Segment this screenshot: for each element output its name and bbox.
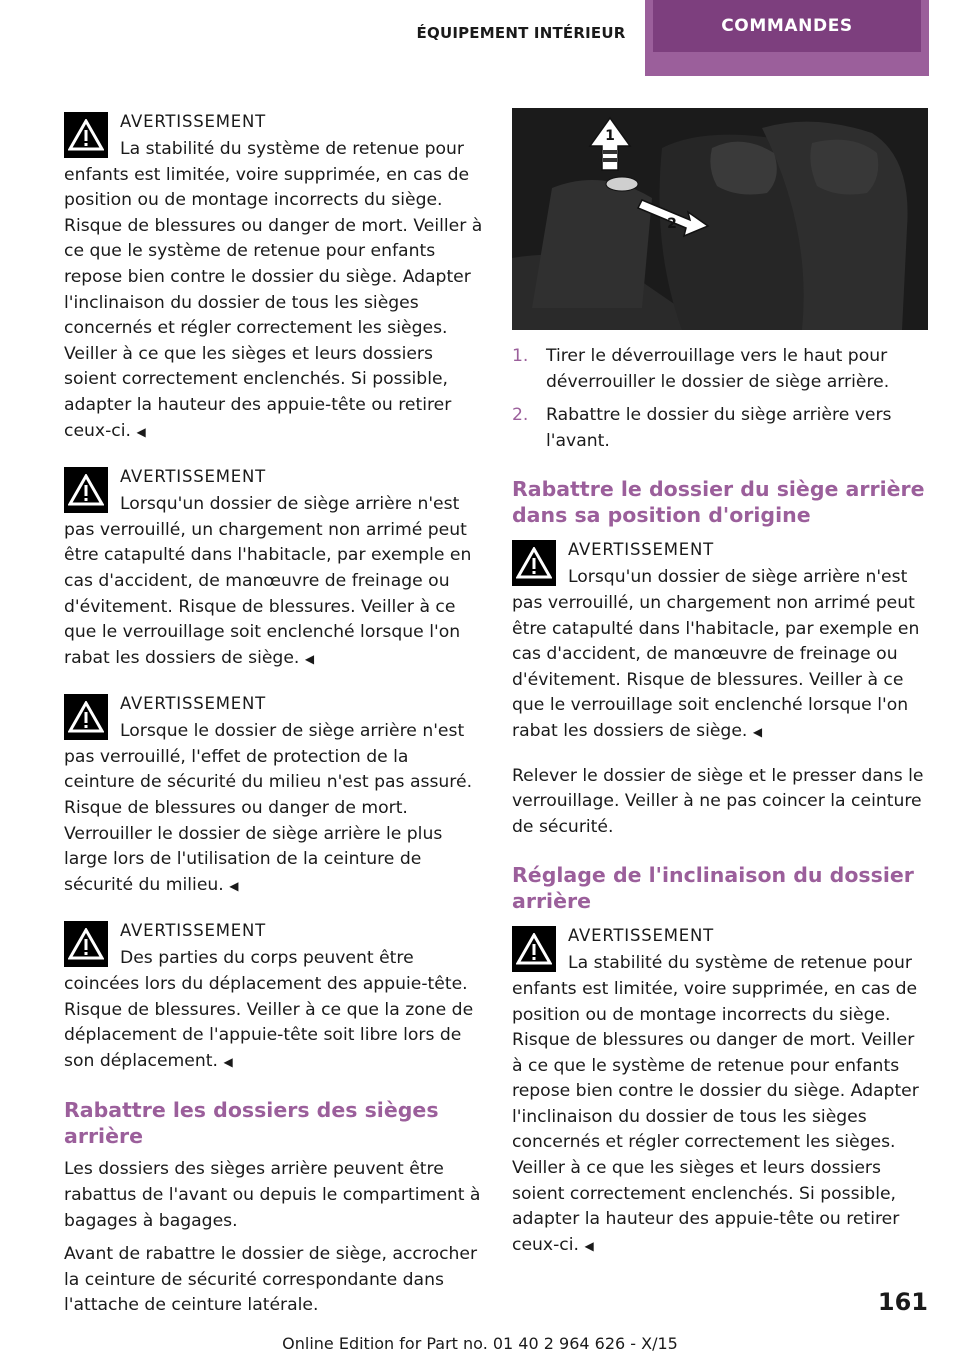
warning-block [512, 536, 928, 745]
warning-block [64, 917, 484, 1075]
warning-title: AVERTISSEMENT [568, 926, 715, 946]
end-mark-icon: ◀ [752, 724, 763, 739]
body-paragraph: Les dossiers des sièges arrière peuvent être rabattus de l'avant ou depuis le compartiment à bagages à bagages. [64, 1159, 481, 1231]
warning-triangle-icon [512, 540, 556, 586]
step-text: Rabattre le dossier du siège arrière vers l'avant. [546, 405, 892, 451]
warning-block [64, 108, 484, 445]
warning-triangle-icon [64, 467, 108, 513]
left-column [64, 108, 484, 1327]
warning-title: AVERTISSEMENT [120, 467, 267, 487]
step-text: Tirer le déverrouillage vers le haut pour déverrouiller le dossier de siège arrière. [546, 346, 890, 392]
end-mark-icon: ◀ [304, 651, 315, 666]
end-mark-icon: ◀ [584, 1238, 594, 1253]
warning-text: Lorsqu'un dossier de siège arrière n'est pas verrouillé, un chargement non arrimé peut être catapulté dans l'habitacle, par exemple en cas d'accident, de manœuvre de freinage ou d'évitement. Risque de blessures. Veiller à ce que le verrouillage soit enclenché lorsque l'on rabat les dossiers de siège. [64, 494, 472, 668]
end-mark-icon: ◀ [136, 424, 146, 439]
warning-title: AVERTISSEMENT [120, 921, 267, 941]
page-number: 161 [877, 1288, 928, 1316]
section-heading: Réglage de l'inclinaison du dossier arrière [512, 863, 914, 914]
warning-block [512, 922, 928, 1259]
rear-seat-photo [512, 108, 928, 330]
warning-triangle-icon [64, 921, 108, 967]
header-section-title: ÉQUIPEMENT INTÉRIEUR [416, 24, 626, 42]
header-tab [645, 0, 929, 76]
warning-title: AVERTISSEMENT [120, 112, 267, 131]
step-number: 2. [512, 405, 529, 426]
list-item [512, 403, 928, 454]
end-mark-icon: ◀ [229, 878, 239, 893]
step-number: 1. [512, 346, 529, 366]
section-heading: Rabattre le dossier du siège arrière dans sa position d'origine [512, 477, 925, 528]
footer-edition: Online Edition for Part no. 01 40 2 964 626 - X/15 [282, 1334, 678, 1353]
section-heading: Rabattre les dossiers des sièges arrière [64, 1098, 439, 1149]
warning-text: Des parties du corps peuvent être coincées lors du déplacement des appuie-tête. Risque de blessures. Veiller à ce que la zone de déplacement de l'appuie-tête soit libre lors de son déplacement. [64, 948, 474, 1071]
warning-text: Lorsqu'un dossier de siège arrière n'est pas verrouillé, un chargement non arrimé peut être catapulté dans l'habitacle, par exemple en cas d'accident, de manœuvre de freinage ou d'évitement. Risque de blessures. Veiller à ce que le verrouillage soit enclenché lorsque l'on rabat les dossiers de siège. [512, 567, 920, 741]
photo-label-2: 2 [667, 216, 677, 232]
body-paragraph: Avant de rabattre le dossier de siège, accrocher la ceinture de sécurité correspondante dans l'attache de ceinture latérale. [64, 1244, 478, 1316]
warning-block [64, 690, 484, 899]
header-tab-label: COMMANDES [653, 0, 921, 52]
warning-text: La stabilité du système de retenue pour enfants est limitée, voire supprimée, en cas de position ou de montage incorrects du siège. Risque de blessures ou danger de mort. Veiller à ce que le système de retenue pour enfants repose bien contre le dossier du siège. Adapter l'inclinaison du dossier de tous les sièges concernés et régler correctement les sièges. Veiller à ce que les sièges et leurs dossiers soient correctement enclenchés. Si possible, adapter la hauteur des appuie-tête ou retirer ceux-ci. [64, 139, 483, 441]
warning-triangle-icon [64, 112, 108, 158]
warning-title: AVERTISSEMENT [120, 694, 267, 714]
warning-triangle-icon [512, 926, 556, 972]
list-item [512, 344, 928, 395]
warning-triangle-icon [64, 694, 108, 740]
body-paragraph: Relever le dossier de siège et le presser dans le verrouillage. Veiller à ne pas coincer la ceinture de sécurité. [512, 765, 924, 837]
warning-block [64, 463, 484, 672]
warning-title: AVERTISSEMENT [568, 540, 715, 560]
warning-text: Lorsque le dossier de siège arrière n'est pas verrouillé, l'effet de protection de la ceinture de sécurité du milieu n'est pas assuré. Risque de blessures ou danger de mort. Verrouiller le dossier de siège arrière le plus large lors de l'utilisation de la ceinture de sécurité du milieu. [64, 721, 473, 895]
warning-text: La stabilité du système de retenue pour enfants est limitée, voire supprimée, en cas de position ou de montage incorrects du siège. Risque de blessures ou danger de mort. Veiller à ce que le système de retenue pour enfants repose bien contre le dossier du siège. Adapter l'inclinaison du dossier de tous les sièges concernés et régler correctement les sièges. Veiller à ce que les sièges et leurs dossiers soient correctement enclenchés. Si possible, adapter la hauteur des appuie-tête ou retirer ceux-ci. [512, 953, 919, 1255]
steps-list [512, 344, 928, 454]
end-mark-icon: ◀ [223, 1054, 233, 1069]
right-column [512, 108, 928, 1277]
photo-label-1: 1 [605, 128, 615, 144]
header-divider [637, 0, 645, 76]
